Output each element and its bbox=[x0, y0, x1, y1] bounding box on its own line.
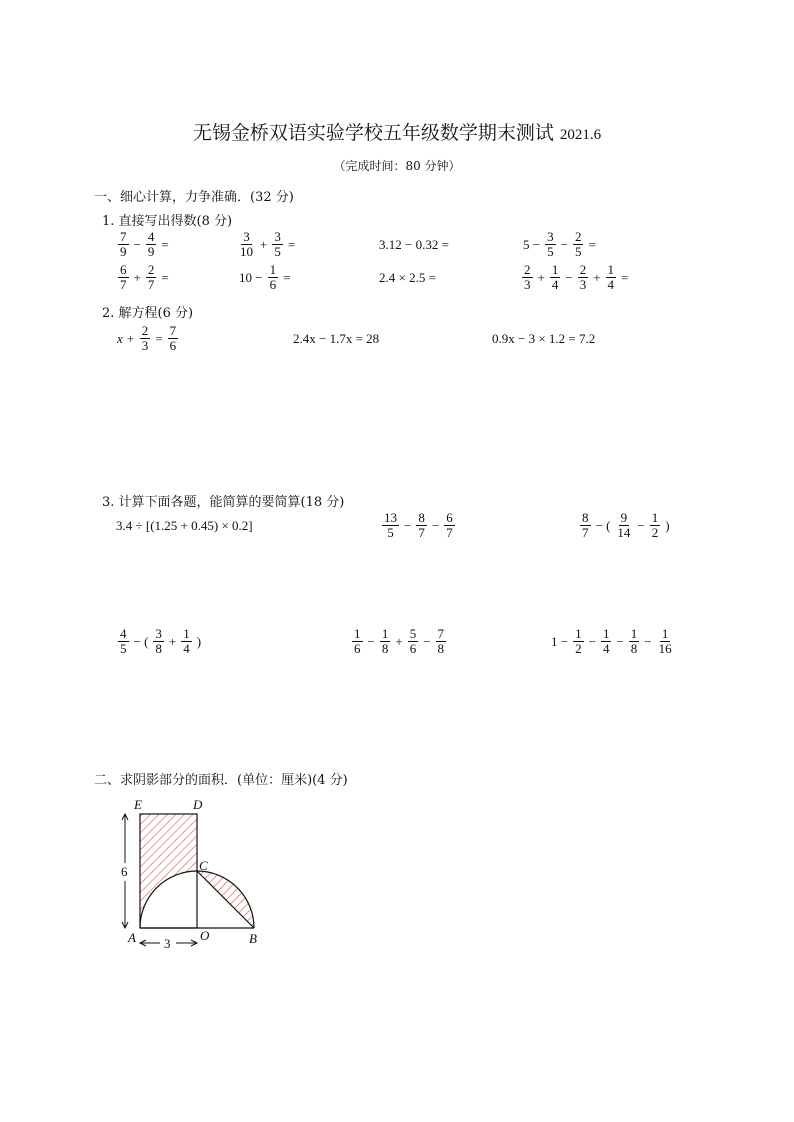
math-operator: − bbox=[560, 236, 568, 252]
fraction bbox=[378, 627, 393, 656]
denominator: 5 bbox=[387, 525, 394, 540]
math-operator: − bbox=[423, 633, 431, 649]
fraction bbox=[166, 324, 181, 353]
denominator: 5 bbox=[120, 641, 127, 656]
math-operator: − bbox=[637, 517, 645, 533]
numerator: 7 bbox=[437, 626, 445, 641]
denominator: 7 bbox=[120, 277, 127, 292]
math-operator: + bbox=[537, 269, 545, 285]
denominator: 14 bbox=[617, 525, 631, 540]
numerator: 6 bbox=[446, 510, 453, 525]
section2-heading: 二、求阴影部分的面积．(单位：厘米)(4 分) bbox=[94, 773, 348, 788]
math-operator: = bbox=[161, 269, 169, 285]
numerator: 2 bbox=[524, 262, 531, 277]
q2-equation-2: 2.4x − 1.7x = 28 bbox=[293, 331, 380, 346]
numerator: 4 bbox=[120, 626, 127, 641]
denominator: 3 bbox=[579, 277, 587, 292]
fraction bbox=[179, 627, 194, 656]
label-d: D bbox=[193, 797, 203, 812]
page-subtitle: （完成时间：80 分钟） bbox=[333, 159, 461, 173]
math-operator: − bbox=[367, 633, 375, 649]
math-operator: − bbox=[431, 517, 440, 533]
numerator: 7 bbox=[120, 229, 127, 244]
denominator: 3 bbox=[141, 338, 149, 353]
denominator: 6 bbox=[354, 641, 361, 656]
denominator: 4 bbox=[607, 277, 615, 292]
fraction bbox=[144, 230, 159, 259]
fraction bbox=[543, 230, 558, 259]
denominator: 7 bbox=[147, 277, 155, 292]
denominator: 2 bbox=[575, 641, 582, 656]
math-operator: − bbox=[404, 517, 412, 533]
denominator: 7 bbox=[418, 525, 425, 540]
q1-problem-5 bbox=[116, 263, 172, 292]
q3-calc-1: 3.4 ÷ [(1.25 + 0.45) × 0.2] bbox=[116, 518, 253, 533]
math-operator: − bbox=[616, 633, 624, 649]
q2-equation-3: 0.9x − 3 × 1.2 = 7.2 bbox=[492, 331, 596, 346]
label-a: A bbox=[128, 930, 136, 945]
numerator: 2 bbox=[574, 229, 582, 244]
fraction bbox=[520, 263, 535, 292]
fraction bbox=[613, 511, 634, 540]
denominator: 7 bbox=[582, 525, 589, 540]
numerator: 1 bbox=[630, 626, 638, 641]
fraction bbox=[548, 263, 563, 292]
denominator: 6 bbox=[169, 338, 177, 353]
math-operator: ) bbox=[196, 633, 202, 649]
numerator: 8 bbox=[418, 510, 425, 525]
math-operator: + bbox=[260, 236, 268, 252]
math-operator: − bbox=[133, 236, 141, 252]
math-operator: + bbox=[168, 633, 177, 649]
math-operator: = bbox=[161, 236, 169, 252]
numerator: 1 bbox=[381, 626, 389, 641]
numerator: 4 bbox=[147, 229, 155, 244]
numerator: 2 bbox=[579, 262, 587, 277]
math-operator: 10 − bbox=[239, 269, 263, 285]
fraction bbox=[578, 511, 593, 540]
numerator: 6 bbox=[120, 262, 127, 277]
numerator: 1 bbox=[354, 626, 361, 641]
denominator: 7 bbox=[446, 525, 453, 540]
fraction bbox=[604, 263, 619, 292]
q3-calc-4 bbox=[116, 627, 204, 656]
numerator: 5 bbox=[409, 626, 417, 641]
denominator: 10 bbox=[240, 244, 253, 259]
math-operator: − bbox=[588, 633, 596, 649]
numerator: 8 bbox=[582, 510, 589, 525]
numerator: 1 bbox=[602, 626, 610, 641]
label-o: O bbox=[200, 928, 210, 943]
math-operator: 5 − bbox=[523, 236, 541, 252]
fraction bbox=[236, 230, 257, 259]
denominator: 3 bbox=[524, 277, 531, 292]
denominator: 5 bbox=[547, 244, 554, 259]
math-operator: − ( bbox=[133, 633, 149, 649]
label-c: C bbox=[199, 858, 208, 873]
width-value: 3 bbox=[164, 936, 171, 951]
numerator: 1 bbox=[651, 510, 659, 525]
fraction bbox=[138, 324, 153, 353]
title-text: 无锡金桥双语实验学校五年级数学期末测试 bbox=[192, 122, 554, 144]
section1-heading: 一、细心计算，力争准确．(32 分) bbox=[94, 190, 294, 205]
math-operator: = bbox=[621, 269, 629, 285]
numerator: 1 bbox=[575, 626, 582, 641]
q1-problem-1 bbox=[116, 230, 172, 259]
denominator: 6 bbox=[269, 277, 277, 292]
q1-problem-3: 3.12 − 0.32 = bbox=[379, 237, 449, 252]
page-title bbox=[0, 118, 794, 145]
denominator: 16 bbox=[658, 641, 672, 656]
fraction bbox=[116, 230, 131, 259]
math-operator: + bbox=[133, 269, 141, 285]
fraction bbox=[627, 627, 642, 656]
math-operator: = bbox=[283, 269, 291, 285]
math-operator: + bbox=[395, 633, 403, 649]
fraction bbox=[270, 230, 285, 259]
math-operator: = bbox=[155, 330, 163, 346]
math-operator: 1 − bbox=[551, 633, 569, 649]
q1-problem-2 bbox=[236, 230, 298, 259]
q1-heading: 1. 直接写出得数(8 分) bbox=[102, 214, 233, 229]
fraction bbox=[648, 511, 663, 540]
fraction bbox=[571, 627, 586, 656]
fraction bbox=[406, 627, 421, 656]
math-operator: − bbox=[644, 633, 652, 649]
math-operator: = bbox=[287, 236, 296, 252]
q3-calc-5 bbox=[350, 627, 448, 656]
numerator: 7 bbox=[169, 323, 177, 338]
denominator: 4 bbox=[602, 641, 610, 656]
fraction bbox=[266, 263, 281, 292]
denominator: 6 bbox=[409, 641, 417, 656]
math-operator: − ( bbox=[595, 517, 611, 533]
numerator: 1 bbox=[661, 626, 669, 641]
math-operator: ) bbox=[665, 517, 670, 533]
fraction bbox=[116, 627, 131, 656]
denominator: 9 bbox=[120, 244, 127, 259]
q3-calc-6 bbox=[548, 627, 676, 656]
numerator: 13 bbox=[384, 510, 397, 525]
denominator: 4 bbox=[183, 641, 190, 656]
numerator: 1 bbox=[183, 626, 190, 641]
fraction bbox=[414, 511, 429, 540]
math-operator: + bbox=[593, 269, 601, 285]
q2-heading: 2. 解方程(6 分) bbox=[102, 306, 194, 321]
denominator: 5 bbox=[574, 244, 582, 259]
label-b: B bbox=[249, 931, 257, 946]
denominator: 8 bbox=[155, 641, 162, 656]
numerator: 3 bbox=[243, 229, 250, 244]
fraction bbox=[380, 511, 401, 540]
q1-problem-6 bbox=[236, 263, 293, 292]
fraction bbox=[576, 263, 591, 292]
denominator: 8 bbox=[437, 641, 445, 656]
math-operator: = bbox=[588, 236, 596, 252]
fraction bbox=[350, 627, 365, 656]
numerator: 3 bbox=[547, 229, 554, 244]
numerator: 3 bbox=[155, 626, 162, 641]
fraction bbox=[144, 263, 159, 292]
math-operator: − bbox=[565, 269, 573, 285]
q1-problem-7: 2.4 × 2.5 = bbox=[379, 270, 436, 285]
q1-problem-4 bbox=[520, 230, 599, 259]
q2-equation-1 bbox=[114, 324, 180, 353]
denominator: 2 bbox=[651, 525, 659, 540]
numerator: 1 bbox=[551, 262, 559, 277]
denominator: 8 bbox=[381, 641, 389, 656]
numerator: 9 bbox=[620, 510, 628, 525]
fraction bbox=[434, 627, 449, 656]
q1-problem-8 bbox=[520, 263, 631, 292]
denominator: 9 bbox=[147, 244, 155, 259]
numerator: 1 bbox=[269, 262, 277, 277]
math-operator: x + bbox=[117, 330, 135, 346]
numerator: 3 bbox=[274, 229, 281, 244]
fraction bbox=[442, 511, 457, 540]
shaded-area-figure bbox=[110, 795, 280, 955]
fraction bbox=[655, 627, 676, 656]
numerator: 1 bbox=[607, 262, 615, 277]
denominator: 5 bbox=[274, 244, 281, 259]
q3-calc-2 bbox=[380, 511, 457, 540]
fraction bbox=[116, 263, 131, 292]
denominator: 4 bbox=[551, 277, 559, 292]
q3-heading: 3. 计算下面各题，能简算的要简算(18 分) bbox=[102, 495, 345, 510]
fraction bbox=[151, 627, 166, 656]
denominator: 8 bbox=[630, 641, 638, 656]
numerator: 2 bbox=[141, 323, 149, 338]
fraction bbox=[599, 627, 614, 656]
title-year: 2021.6 bbox=[559, 127, 602, 143]
q3-calc-3 bbox=[578, 511, 673, 540]
numerator: 2 bbox=[147, 262, 155, 277]
label-e: E bbox=[134, 797, 142, 812]
height-value: 6 bbox=[121, 864, 128, 879]
fraction bbox=[571, 230, 586, 259]
